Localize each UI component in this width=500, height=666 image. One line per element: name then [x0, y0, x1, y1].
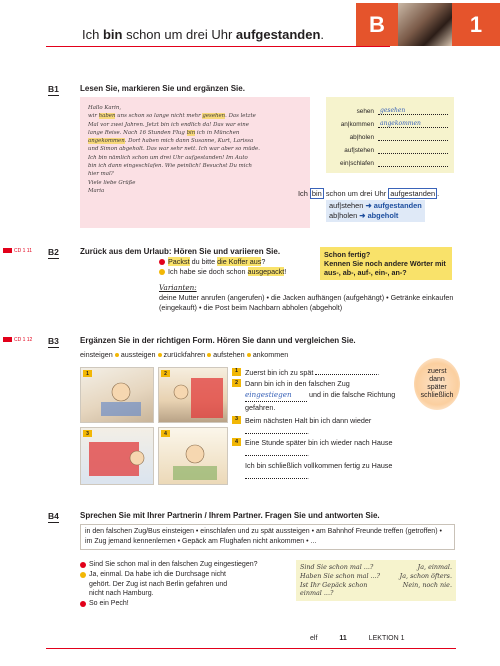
- variants-label: Varianten:: [159, 283, 197, 292]
- exercise-instruction-b4: Sprechen Sie mit Ihrer Partnerin / Ihrem Partner. Fragen Sie und antworten Sie.: [80, 511, 380, 520]
- dialog-b2: [159, 257, 286, 277]
- letter-line: wir haben uns schon so lange nicht mehr gesehen. Das letzte: [88, 113, 256, 120]
- answer-blank[interactable]: [315, 374, 377, 375]
- lesson-number-badge: 1: [452, 3, 500, 46]
- cd-icon: [3, 248, 12, 253]
- illustration-1: 1: [80, 367, 154, 423]
- letter-line: hier mal?: [88, 171, 114, 178]
- verb-row: ab|holen: [332, 128, 448, 141]
- verb-row: auf|stehen: [332, 141, 448, 154]
- variants-text: deine Mutter anrufen (angerufen) • die Jacken aufhängen (aufgehängt) • Getränke einkaufen (eingekauft) • die Post beim Nachbarn abholen (abgeholt): [159, 293, 454, 312]
- story-sentences: [232, 367, 422, 482]
- verb-answer-field[interactable]: [378, 166, 448, 167]
- page-title: Ich bin schon um drei Uhr aufgestanden.: [82, 27, 325, 42]
- cd-icon: [3, 337, 12, 342]
- verb-row: an|kommen angekommen: [332, 115, 448, 128]
- variants: [159, 283, 459, 313]
- illustration-3: 3: [80, 427, 154, 485]
- story-item-2: 2 Dann bin ich in den falschen Zug eingestiegen und in die falsche Richtung gefahren.: [232, 378, 422, 413]
- speaker-dot-icon: [159, 259, 165, 265]
- letter-closing: Viele liebe Grüße: [88, 179, 136, 186]
- verb-answer-field[interactable]: gesehen: [378, 107, 448, 115]
- speaker-dot-icon: [80, 562, 86, 568]
- verb-answer-field[interactable]: angekommen: [378, 120, 448, 128]
- verb-row: ein|schlafen: [332, 154, 448, 167]
- arrow-icon: ➜: [365, 201, 372, 210]
- letter-line: bin ich dann eingeschlafen. Wie peinlich! Besuchst Du mich: [88, 163, 253, 170]
- situations-box: in den falschen Zug/Bus einsteigen • einschlafen und zu spät aussteigen • am Bahnhof Freunde treffen (getroffen) • im Zug jemand kennenlernen • Gepäck am Flughafen nicht ankommen • ...: [80, 524, 455, 550]
- cd-track-label[interactable]: CD 1 12: [3, 337, 32, 343]
- letter-line: angekommen. Dort haben mich dann Susanne, Kurt, Larissa: [88, 138, 254, 145]
- story-item-3: 3 Beim nächsten Halt bin ich dann wieder .: [232, 415, 422, 437]
- answer-blank[interactable]: eingestiegen: [245, 389, 307, 401]
- grammar-sentence: Ich bin schon um drei Uhr aufgestanden .: [298, 189, 440, 198]
- dialog-line: Ich habe sie doch schon ausgepackt!: [159, 267, 286, 277]
- header-photo: [398, 3, 452, 46]
- exercise-id-b3: B3: [48, 336, 59, 346]
- letter-line: und Simon abgeholt. Das war sehr nett. Ich war aber so müde.: [88, 146, 260, 153]
- verb-table: [326, 97, 454, 173]
- tip-box: [320, 247, 452, 280]
- verb-row: sehen gesehen: [332, 102, 448, 115]
- cue-card: Sind Sie schon mal ...? Ja, einmal. Haben Sie schon mal ...? Ja, schon öfters. Ist Ihr Gepäck schon einmal ...? Nein, noch nie.: [296, 560, 456, 601]
- grammar-rules: auf|stehen ➜ aufgestanden ab|holen ➜ abgeholt: [326, 200, 425, 222]
- speaker-dot-icon: [80, 601, 86, 607]
- arrow-icon: ➜: [359, 211, 366, 220]
- speaker-dot-icon: [80, 572, 86, 578]
- answer-blank[interactable]: [245, 455, 307, 456]
- letter-card: [80, 97, 310, 228]
- header-rule: [46, 46, 390, 47]
- letter-line: Ich bin nämlich schon um drei Uhr aufgestanden! Im Auto: [88, 154, 248, 161]
- tip-title: Schon fertig?: [324, 250, 371, 259]
- exercise-id-b4: B4: [48, 511, 59, 521]
- dialog-line: Packst du bitte die Koffer aus?: [159, 257, 286, 267]
- letter-greeting: Hallo Karin,: [88, 105, 122, 111]
- story-item-1: 1 Zuerst bin ich zu spät .: [232, 367, 422, 378]
- page-footer: elf 11 LEKTION 1: [310, 635, 405, 642]
- exercise-instruction-b1: Lesen Sie, markieren Sie und ergänzen Sie.: [80, 84, 245, 93]
- story-item-4: 4 Eine Stunde später bin ich wieder nach Hause . Ich bin schließlich vollkommen fertig zu Hause .: [232, 437, 422, 482]
- exercise-instruction-b2: Zurück aus dem Urlaub: Hören Sie und variieren Sie.: [80, 247, 281, 256]
- dialog-line: So ein Pech!: [80, 599, 310, 609]
- answer-blank[interactable]: [245, 478, 307, 479]
- cd-track-label[interactable]: CD 1 11: [3, 248, 32, 254]
- exercise-instruction-b3: Ergänzen Sie in der richtigen Form. Hören Sie dann und vergleichen Sie.: [80, 336, 356, 345]
- letter-signature: Maria: [88, 187, 105, 194]
- grammar-box: [298, 189, 439, 222]
- footer-rule: [46, 648, 456, 649]
- section-letter-badge: B: [356, 3, 398, 46]
- word-list: einsteigen aussteigen zurückfahren aufstehen ankommen: [80, 350, 289, 359]
- verb-answer-field[interactable]: [378, 153, 448, 154]
- dialog-line: Sind Sie schon mal in den falschen Zug eingestiegen?: [80, 560, 310, 570]
- illustration-4: 4: [158, 427, 228, 485]
- speaker-dot-icon: [159, 269, 165, 275]
- tip-text: Kennen Sie noch andere Wörter mit aus-, ab-, auf-, ein-, an-?: [324, 259, 446, 277]
- answer-blank[interactable]: [245, 433, 307, 434]
- dialog-b4: [80, 560, 310, 609]
- exercise-id-b1: B1: [48, 84, 59, 94]
- exercise-id-b2: B2: [48, 247, 59, 257]
- letter-line: lange Reise. Nach 16 Stunden Flug bin ich in München: [88, 129, 240, 136]
- illustration-2: 2: [158, 367, 228, 423]
- verb-answer-field[interactable]: [378, 140, 448, 141]
- adverb-bubble: zuerst dann später schließlich: [414, 358, 460, 410]
- dialog-line: Ja, einmal. Da habe ich die Durchsage nicht gehört. Der Zug ist nach Berlin gefahren und nicht nach Hamburg.: [80, 570, 310, 599]
- letter-line: Mal vor zwei Jahren. Jetzt bin ich endlich da! Das war eine: [88, 121, 249, 128]
